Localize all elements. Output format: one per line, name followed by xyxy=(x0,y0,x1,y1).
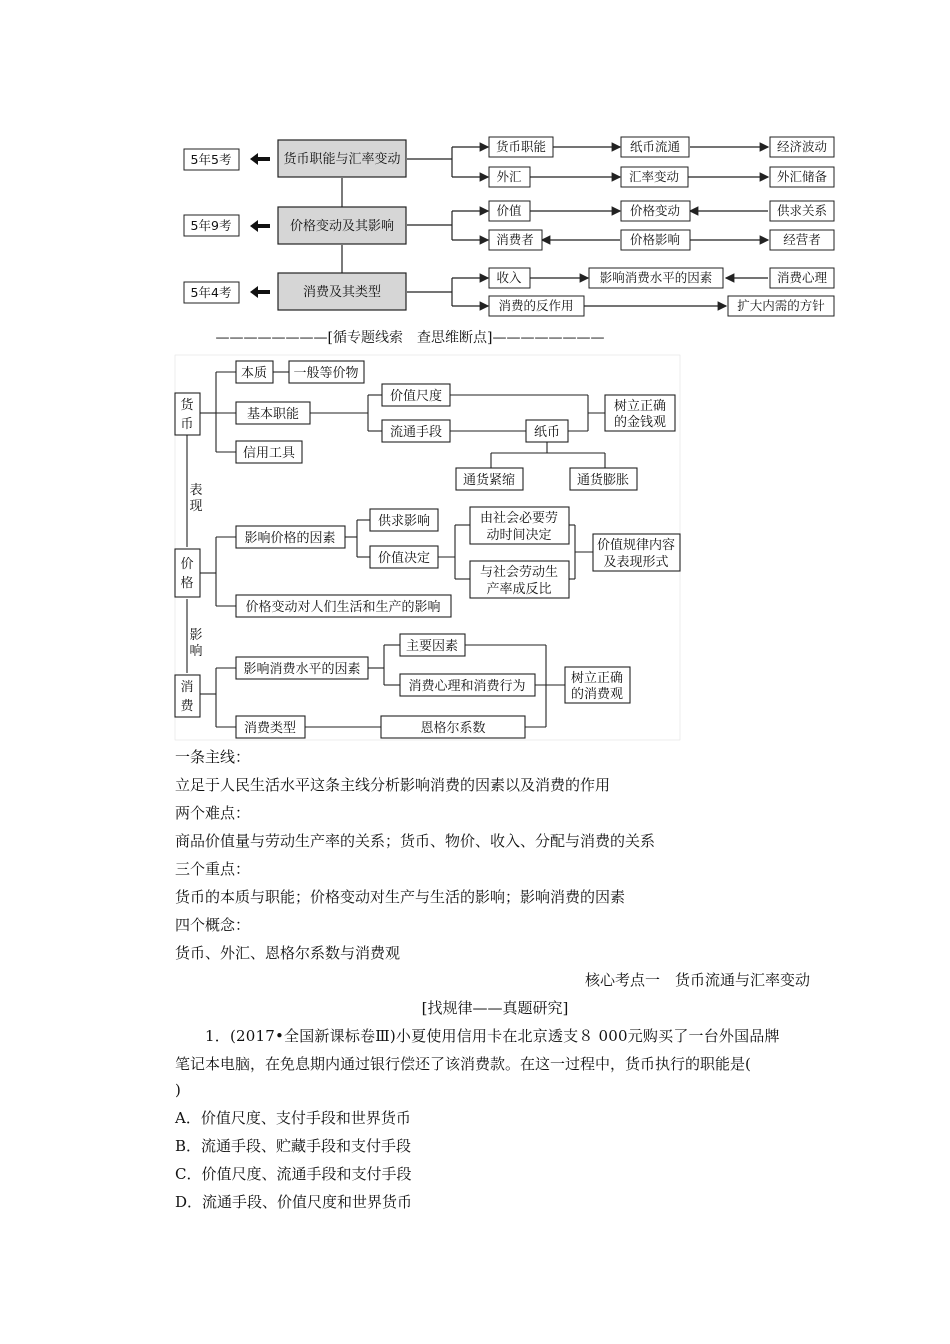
node-label: 供求关系 xyxy=(776,203,828,218)
node-label: 消费心理 xyxy=(776,270,828,285)
price-label: 价 xyxy=(180,557,194,572)
summary-text: 商品价值量与劳动生产率的关系；货币、物价、收入、分配与消费的关系 xyxy=(175,832,656,850)
node-label: 一般等价物 xyxy=(293,366,359,381)
node-label: 汇率变动 xyxy=(628,169,680,184)
node-label: 恩格尔系数 xyxy=(420,721,486,736)
node-label: 树立正确 xyxy=(613,399,667,414)
money-label: 货 xyxy=(180,398,194,413)
price-label: 格 xyxy=(180,576,194,591)
count-label: 5年9考 xyxy=(190,218,232,233)
count-label: 5年4考 xyxy=(190,285,232,300)
node-label: 的金钱观 xyxy=(613,415,667,430)
node-label: 产率成反比 xyxy=(486,582,552,597)
node-label: 外汇 xyxy=(496,169,522,184)
summary-heading: 四个概念： xyxy=(175,916,251,934)
summary-heading: 一条主线： xyxy=(175,748,251,766)
node-label: 本质 xyxy=(240,366,268,381)
link-label: 现 xyxy=(189,499,203,514)
node-label: 消费心理和消费行为 xyxy=(408,679,526,694)
node-label: 由社会必要劳 xyxy=(479,511,559,526)
node-label: 基本职能 xyxy=(246,407,300,422)
node-label: 通货膨胀 xyxy=(576,473,630,488)
answer-option-c: C．价值尺度、流通手段和支付手段 xyxy=(175,1165,412,1183)
node-label: 价值 xyxy=(496,203,522,218)
node-label: 与社会劳动生 xyxy=(479,565,559,580)
node-label: 价值决定 xyxy=(377,551,431,566)
consume-label: 消 xyxy=(180,680,194,695)
answer-option-a: A．价值尺度、支付手段和世界货币 xyxy=(175,1109,411,1127)
node-label: 消费的反作用 xyxy=(498,298,574,313)
topic-box-label: 货币职能与汇率变动 xyxy=(283,152,401,167)
summary-text: 货币的本质与职能；价格变动对生产与生活的影响；影响消费的因素 xyxy=(175,888,626,906)
answer-option-d: D．流通手段、价值尺度和世界货币 xyxy=(175,1193,413,1211)
link-label: 影 xyxy=(189,628,203,643)
node-label: 价值尺度 xyxy=(389,389,443,404)
node-label: 价格变动对人们生活和生产的影响 xyxy=(245,600,441,615)
summary-text: 货币、外汇、恩格尔系数与消费观 xyxy=(175,944,401,962)
link-label: 表 xyxy=(189,483,203,498)
node-label: 动时间决定 xyxy=(486,528,552,543)
count-label: 5年5考 xyxy=(190,152,232,167)
topic-box-label: 消费及其类型 xyxy=(302,285,382,300)
node-label: 及表现形式 xyxy=(603,555,669,570)
node-label: 价值规律内容 xyxy=(596,538,676,553)
question-stem: 1．(2017•全国新课标卷Ⅲ)小夏使用信用卡在北京透支８ 000元购买了一台外国品牌 xyxy=(205,1027,780,1045)
link-label: 响 xyxy=(189,644,203,659)
question-stem: 笔记本电脑，在免息期内通过银行偿还了该消费款。在这一过程中，货币执行的职能是( xyxy=(175,1055,751,1073)
node-label: 经济波动 xyxy=(776,139,828,154)
consume-label: 费 xyxy=(180,699,194,714)
summary-heading: 两个难点： xyxy=(175,804,251,822)
node-label: 价格影响 xyxy=(629,232,681,247)
node-label: 主要因素 xyxy=(405,639,459,654)
node-label: 影响消费水平的因素 xyxy=(243,662,361,677)
node-label: 纸币流通 xyxy=(629,139,681,154)
node-label: 影响价格的因素 xyxy=(244,531,336,546)
node-label: 经营者 xyxy=(783,232,821,247)
node-label: 流通手段 xyxy=(389,425,443,440)
node-label: 收入 xyxy=(496,270,522,285)
node-label: 影响消费水平的因素 xyxy=(599,270,713,285)
node-label: 消费者 xyxy=(496,232,534,247)
topic-box-label: 价格变动及其影响 xyxy=(289,219,395,234)
node-label: 信用工具 xyxy=(242,446,296,461)
subsection-title: [找规律——真题研究] xyxy=(421,999,569,1017)
node-label: 的消费观 xyxy=(570,687,624,702)
node-label: 外汇储备 xyxy=(776,169,828,184)
divider-title: ————————[循专题线索 查思维断点]———————— xyxy=(215,330,605,346)
node-label: 纸币 xyxy=(533,425,561,440)
section-title: 核心考点一 货币流通与汇率变动 xyxy=(584,971,810,989)
node-label: 价格变动 xyxy=(629,203,681,218)
summary-text: 立足于人民生活水平这条主线分析影响消费的因素以及消费的作用 xyxy=(175,776,611,794)
node-label: 扩大内需的方针 xyxy=(737,298,825,313)
question-stem: ) xyxy=(175,1081,181,1099)
node-label: 货币职能 xyxy=(495,139,547,154)
node-label: 树立正确 xyxy=(570,671,624,686)
node-label: 供求影响 xyxy=(377,514,431,529)
answer-option-b: B．流通手段、贮藏手段和支付手段 xyxy=(175,1137,412,1155)
node-label: 通货紧缩 xyxy=(462,473,516,488)
money-label: 币 xyxy=(180,417,194,432)
node-label: 消费类型 xyxy=(243,721,297,736)
summary-heading: 三个重点： xyxy=(175,860,251,878)
